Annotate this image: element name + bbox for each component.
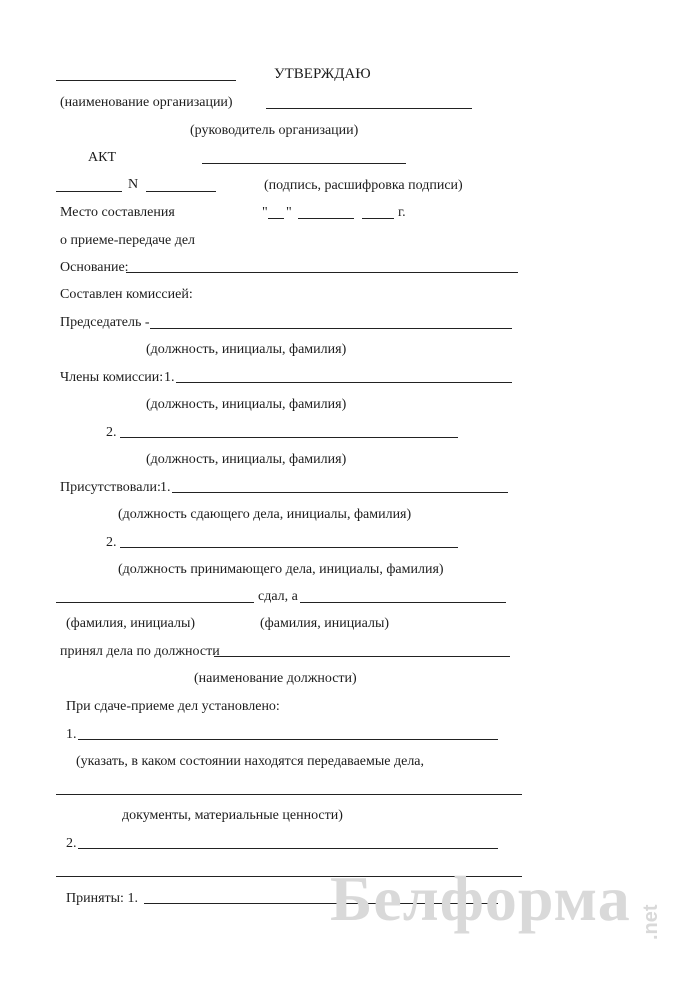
date-day-line [268, 218, 284, 219]
member-2-number: 2. [106, 425, 117, 440]
chairman-label: Председатель - [60, 315, 150, 330]
state-full-line [56, 794, 522, 795]
date-month-line [298, 218, 354, 219]
date-year-suffix: г. [398, 205, 406, 220]
member-2-caption: (должность, инициалы, фамилия) [146, 452, 347, 467]
date-quote-open: " [262, 205, 268, 220]
docs-note-caption: документы, материальные ценности) [122, 808, 343, 823]
act-date-line [56, 191, 122, 192]
approve-heading: УТВЕРЖДАЮ [274, 66, 371, 82]
members-label: Члены комиссии: [60, 370, 164, 385]
present-label: Присутствовали: [60, 480, 161, 495]
item-2-number: 2. [66, 836, 77, 851]
basis-line [126, 272, 518, 273]
act-number-label: N [128, 177, 139, 192]
sign-decode-caption: (подпись, расшифровка подписи) [264, 178, 463, 193]
chairman-caption: (должность, инициалы, фамилия) [146, 342, 347, 357]
act-number-line [146, 191, 216, 192]
date-quote-close: " [286, 205, 292, 220]
watermark-logo: Белформа [330, 863, 631, 934]
place-label: Место составления [60, 205, 175, 220]
present-1-line [172, 492, 508, 493]
head-signature-line [266, 108, 472, 109]
received-by-line [300, 602, 506, 603]
handed-by-line [56, 602, 254, 603]
fio-2-caption: (фамилия, инициалы) [260, 616, 390, 631]
act-signature-line [202, 163, 406, 164]
receiving-caption: (должность принимающего дела, инициалы, фамилия) [118, 562, 444, 577]
commission-label: Составлен комиссией: [60, 287, 193, 302]
act-title: АКТ [88, 150, 116, 165]
basis-label: Основание: [60, 260, 129, 275]
org-name-line [56, 80, 236, 81]
item-1-number: 1. [66, 727, 77, 742]
position-name-caption: (наименование должности) [194, 671, 357, 686]
member-1-caption: (должность, инициалы, фамилия) [146, 397, 347, 412]
subject-text: о приеме-передаче дел [60, 233, 196, 248]
item-2-line [78, 848, 498, 849]
accepted-position-label: принял дела по должности [60, 644, 220, 659]
accepted-label: Приняты: 1. [66, 891, 138, 906]
member-1-line [176, 382, 512, 383]
date-year-line [362, 218, 394, 219]
head-org-caption: (руководитель организации) [190, 123, 359, 138]
established-label: При сдаче-приеме дел установлено: [66, 699, 280, 714]
watermark-net: .net [640, 904, 662, 940]
present-2-line [120, 547, 458, 548]
state-note-caption: (указать, в каком состоянии находятся передаваемые дела, [76, 754, 425, 769]
chairman-line [150, 328, 512, 329]
present-1-number: 1. [160, 480, 171, 495]
accepted-position-line [214, 656, 510, 657]
org-name-caption: (наименование организации) [60, 95, 233, 110]
fio-1-caption: (фамилия, инициалы) [66, 616, 196, 631]
member-1-number: 1. [164, 370, 175, 385]
item-1-line [78, 739, 498, 740]
handed-a-text: сдал, а [258, 589, 298, 604]
member-2-line [120, 437, 458, 438]
present-2-number: 2. [106, 535, 117, 550]
handing-over-caption: (должность сдающего дела, инициалы, фамилия) [118, 507, 412, 522]
